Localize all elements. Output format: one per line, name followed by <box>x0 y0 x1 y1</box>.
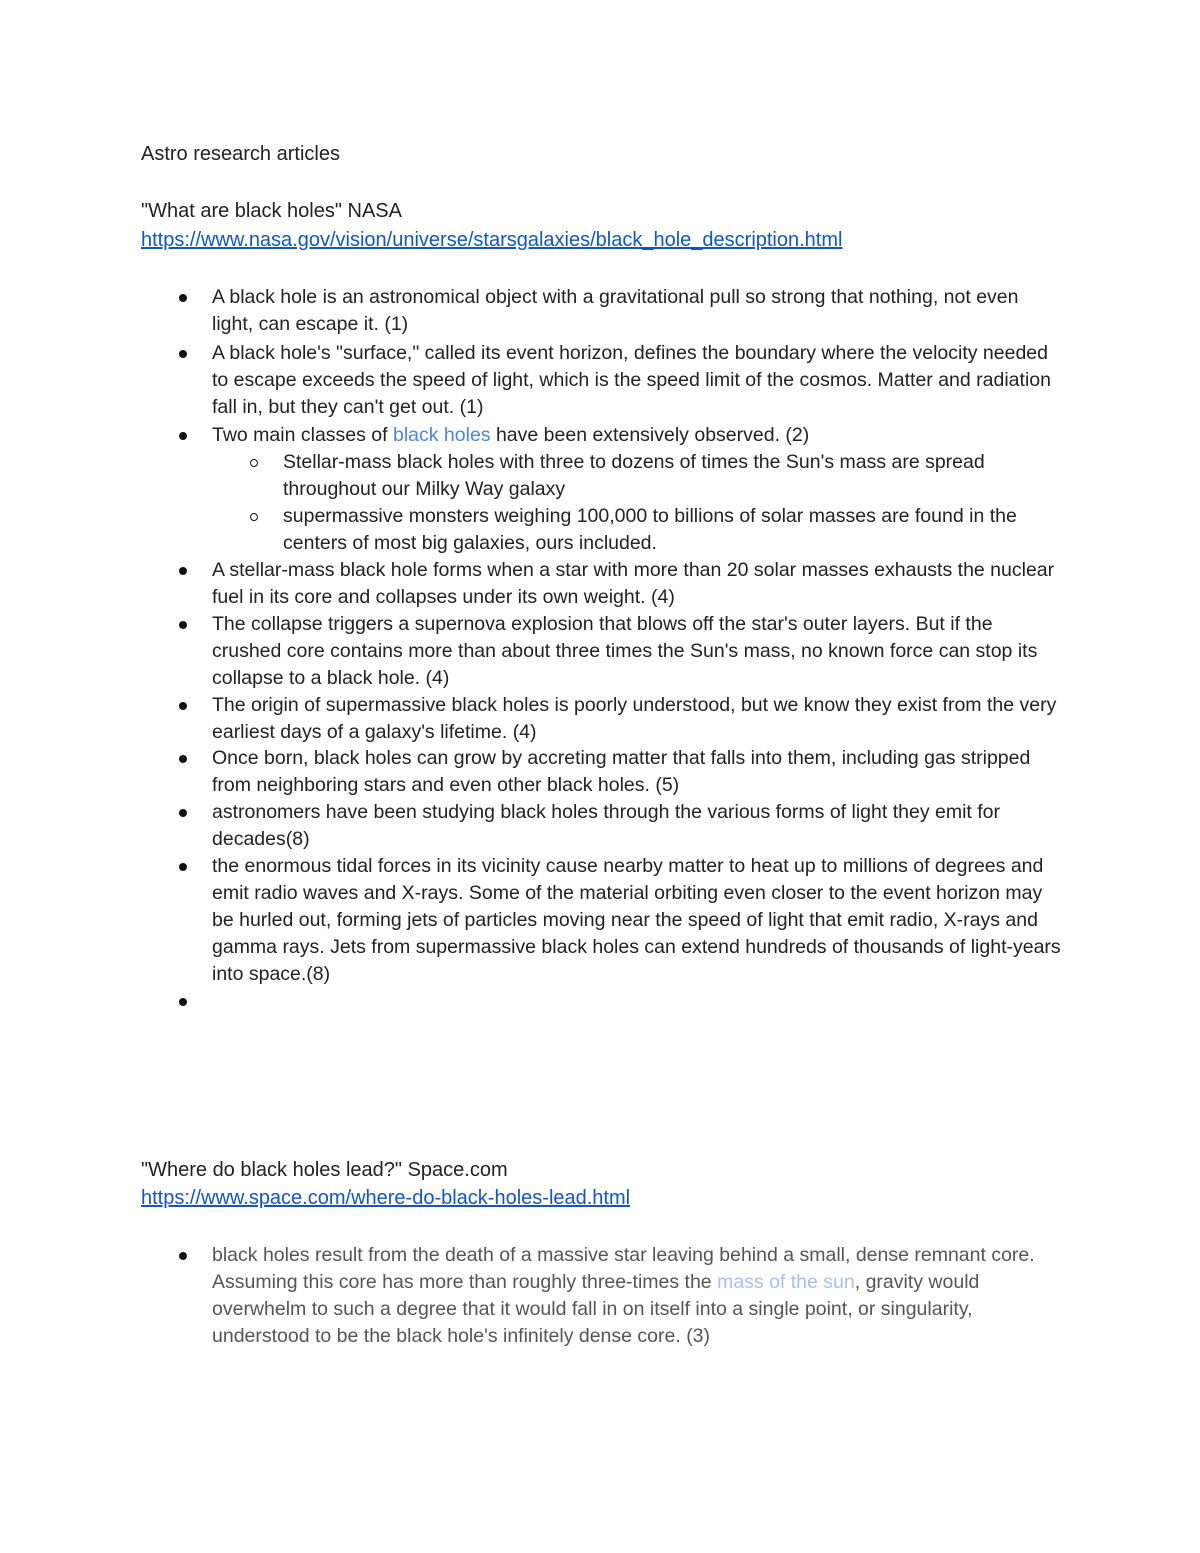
list-item: The origin of supermassive black holes is poorly understood, but we know they exist from the very earliest days of a galaxy's lifetime. (4) <box>141 692 1061 746</box>
list-item: A stellar-mass black hole forms when a star with more than 20 solar masses exhausts the nuclear fuel in its core and collapses under its own weight. (4) <box>141 557 1061 611</box>
document-title: Astro research articles <box>141 143 340 165</box>
space-bullet-list <box>141 1242 1061 1350</box>
bullet-icon <box>179 294 187 302</box>
bullet-icon <box>179 350 187 358</box>
bullet-icon <box>179 567 187 575</box>
source-link-space[interactable]: https://www.space.com/where-do-black-holes-lead.html <box>141 1187 631 1209</box>
nasa-bullet-list-continued <box>141 745 1061 1021</box>
bullet-icon <box>179 621 187 629</box>
bullet-icon <box>179 863 187 871</box>
list-item: Once born, black holes can grow by accreting matter that falls into them, including gas stripped from neighboring stars and even other black holes. (5) <box>141 745 1061 799</box>
list-item: A black hole is an astronomical object with a gravitational pull so strong that nothing, not even light, can escape it. (1) <box>141 284 1061 338</box>
sub-bullet-list <box>212 449 1061 557</box>
mass-of-the-sun-link[interactable]: mass of the sun <box>717 1271 855 1293</box>
hollow-bullet-icon <box>250 459 258 467</box>
hollow-bullet-icon <box>250 513 258 521</box>
list-item: black holes result from the death of a massive star leaving behind a small, dense remnant core. Assuming this core has more than roughly three-times the mass of the sun, gravity would overwhelm to such a degree that it would fall in on itself into a single point, or singularity, understood to be the black hole's infinitely dense core. (3) <box>141 1242 1061 1350</box>
list-item: astronomers have been studying black holes through the various forms of light they emit for decades(8) <box>141 799 1061 853</box>
list-item: A black hole's "surface," called its event horizon, defines the boundary where the velocity needed to escape exceeds the speed of light, which is the speed limit of the cosmos. Matter and radiation fall in, but they can't get out. (1) <box>141 340 1061 421</box>
list-item: the enormous tidal forces in its vicinity cause nearby matter to heat up to millions of degrees and emit radio waves and X-rays. Some of the material orbiting even closer to the event horizon may be hurled out, forming jets of particles moving near the speed of light that emit radio, X-rays and gamma rays. Jets from supermassive black holes can extend hundreds of thousands of light-years into space.(8) <box>141 853 1061 988</box>
black-holes-link[interactable]: black holes <box>392 424 491 446</box>
list-item: Two main classes of black holes have been extensively observed. (2) Stellar-mass black holes with three to dozens of times the Sun's mass are spread throughout our Milky Way galaxy supermassive monsters weighing 100,000 to billions of solar masses are found in the centers of most big galaxies, ours included. <box>141 422 1061 557</box>
bullet-icon <box>179 998 187 1006</box>
sub-list-item: supermassive monsters weighing 100,000 to billions of solar masses are found in the centers of most big galaxies, ours included. <box>212 503 1061 557</box>
list-item: The collapse triggers a supernova explosion that blows off the star's outer layers. But if the crushed core contains more than about three times the Sun's mass, no known force can stop its collapse to a black hole. (4) <box>141 611 1061 692</box>
source-title-space: "Where do black holes lead?" Space.com <box>141 1159 508 1181</box>
list-item-empty <box>141 988 1061 1021</box>
bullet-icon <box>179 755 187 763</box>
bullet-icon <box>179 809 187 817</box>
sub-list-item: Stellar-mass black holes with three to dozens of times the Sun's mass are spread throughout our Milky Way galaxy <box>212 449 1061 503</box>
nasa-bullet-list <box>141 284 1061 746</box>
bullet-icon <box>179 1252 187 1260</box>
source-title-nasa: "What are black holes" NASA <box>141 200 402 222</box>
bullet-icon <box>179 702 187 710</box>
bullet-icon <box>179 432 187 440</box>
source-link-nasa[interactable]: https://www.nasa.gov/vision/universe/starsgalaxies/black_hole_description.html <box>141 229 843 251</box>
